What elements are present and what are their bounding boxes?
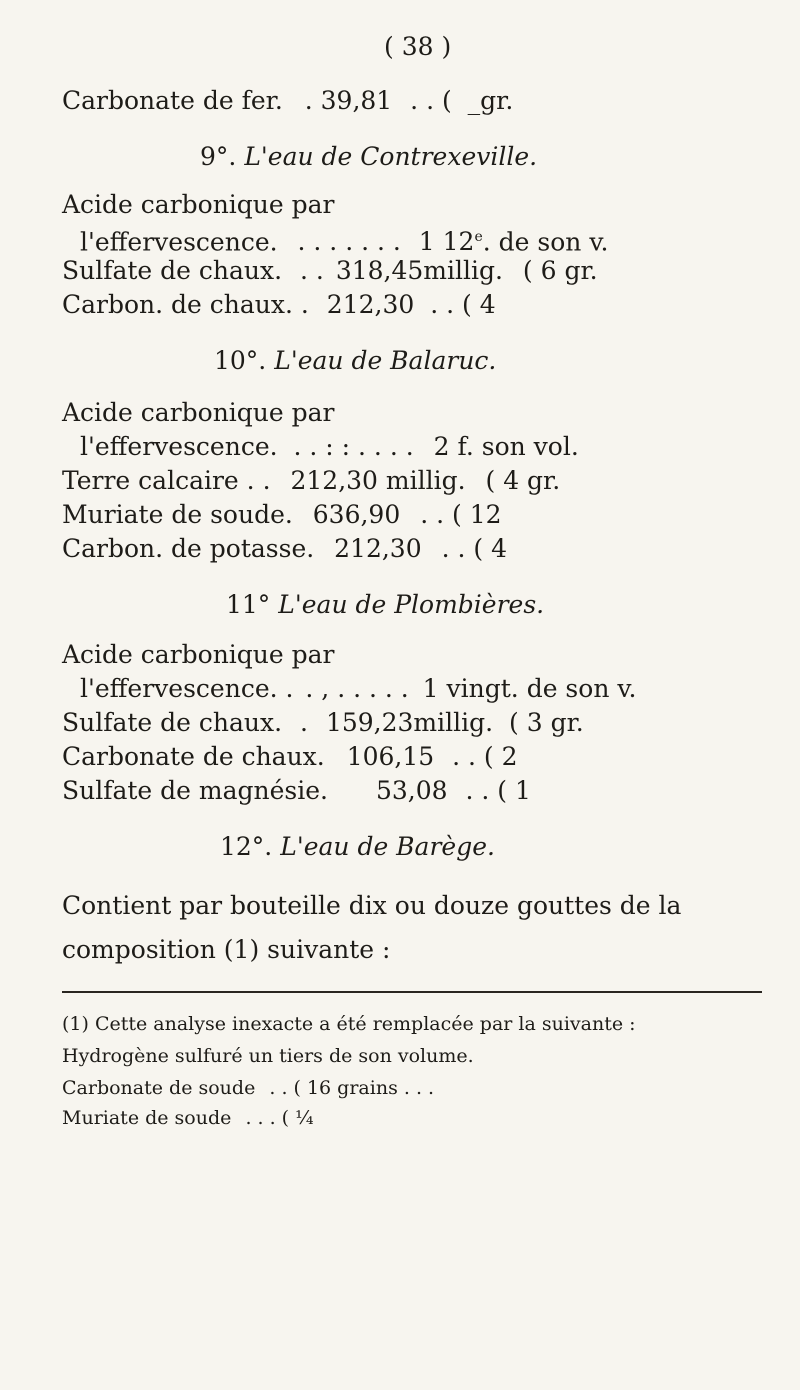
footnote-line-4 — [62, 1106, 314, 1130]
top-line — [62, 86, 513, 116]
section-9-heading — [200, 142, 537, 171]
s10-row-4-unit: . . ( 12 — [420, 500, 502, 529]
top-line-unit: _gr. — [467, 86, 514, 115]
s11-row-2-value: 1 vingt. de son v. — [422, 674, 637, 703]
s10-row-3-unit: ( 4 gr. — [485, 466, 561, 495]
s11-row-3-unit: ( 3 gr. — [509, 708, 584, 737]
s11-row-5 — [62, 776, 531, 806]
s10-row-2-label: l'effervescence. — [80, 432, 278, 461]
s10-row-4 — [62, 500, 502, 530]
s11-row-1 — [62, 640, 335, 670]
s10-row-2 — [80, 432, 579, 462]
footnote-line-3-rest: . . ( 16 grains . . . — [269, 1077, 435, 1099]
s10-row-4-value: 636,90 — [312, 500, 401, 529]
footnote-divider — [62, 991, 762, 993]
page-number: ( 38 ) — [384, 32, 452, 61]
section-10-number: 10°. — [214, 346, 267, 375]
s9-row-1 — [62, 190, 335, 220]
s10-row-5-unit: . . ( 4 — [441, 534, 507, 563]
s9-row-3 — [62, 256, 598, 286]
top-line-value: 39,81 — [320, 86, 393, 115]
s11-row-5-value: 53,08 — [375, 776, 448, 805]
footnote-line-4-rest: . . . ( ¼ — [245, 1107, 314, 1129]
top-line-label: Carbonate de fer. — [62, 86, 283, 115]
footnote-line-3-label: Carbonate de soude — [62, 1077, 256, 1099]
top-line-dots: . — [304, 86, 321, 115]
body-paragraph: Contient par bouteille dix ou douze gouttes de la composition (1) suivante : — [62, 891, 682, 964]
section-9-number: 9°. — [200, 142, 237, 171]
s10-row-3 — [62, 466, 560, 496]
s11-row-2 — [80, 674, 636, 704]
s9-row-2-dots: . . . . . . . — [297, 227, 401, 257]
s9-row-4-value: 212,30 — [326, 290, 415, 319]
s9-row-2-unit: . de son v. — [482, 227, 609, 257]
s11-row-3-value: 159,23millig. — [325, 708, 494, 737]
s11-row-3 — [62, 708, 584, 738]
s11-row-3-dots: . — [300, 708, 308, 737]
s11-row-4-unit: . . ( 2 — [452, 742, 518, 771]
s9-row-3-dots: . . — [300, 256, 324, 285]
s10-row-2-value: 2 f. son vol. — [433, 432, 579, 461]
s9-row-4 — [62, 290, 496, 320]
s11-row-5-unit: . . ( 1 — [465, 776, 531, 805]
footnote-line-3 — [62, 1076, 434, 1100]
s10-row-5 — [62, 534, 507, 564]
s10-row-5-label: Carbon. de potasse. — [62, 534, 315, 563]
footnote-line-4-label: Muriate de soude — [62, 1107, 232, 1129]
s10-row-1-label: Acide carbonique par — [62, 398, 335, 427]
s9-row-4-label: Carbon. de chaux. — [62, 290, 293, 319]
s10-row-3-dots: . — [262, 466, 271, 495]
s9-row-1-label: Acide carbonique par — [62, 190, 335, 219]
s10-row-1 — [62, 398, 335, 428]
s10-row-3-label: Terre calcaire . — [62, 466, 255, 495]
top-line-dots2: . . ( — [410, 86, 452, 115]
s9-row-2-label: l'effervescence. — [80, 227, 278, 257]
section-11-title: L'eau de Plombières. — [278, 590, 545, 619]
s11-row-4-label: Carbonate de chaux. — [62, 742, 325, 771]
s11-row-2-label: l'effervescence. . — [80, 674, 294, 703]
footnote-line-1: (1) Cette analyse inexacte a été remplacée par la suivante : — [62, 1013, 636, 1035]
s11-row-5-label: Sulfate de magnésie. — [62, 776, 328, 805]
s11-row-1-label: Acide carbonique par — [62, 640, 335, 669]
s11-row-2-dots: . , . . . . . — [305, 674, 409, 703]
s10-row-5-value: 212,30 — [334, 534, 422, 563]
s10-row-3-value: 212,30 millig. — [290, 466, 466, 495]
section-11-heading — [226, 590, 544, 619]
section-10-title: L'eau de Balaruc. — [274, 346, 497, 375]
footnote-line-2: Hydrogène sulfuré un tiers de son volume. — [62, 1045, 474, 1067]
s9-row-3-value: 318,45millig. — [335, 256, 503, 285]
s10-row-4-label: Muriate de soude. — [62, 500, 293, 529]
s11-row-4-value: 106,15 — [346, 742, 435, 771]
s10-row-2-dots: . . : : . . . . — [293, 432, 414, 461]
s9-row-4-dots: . — [300, 290, 309, 319]
section-9-title: L'eau de Contrexeville. — [244, 142, 538, 171]
section-10-heading — [214, 346, 496, 375]
section-12-heading — [220, 832, 495, 861]
section-12-number: 12°. — [220, 832, 273, 861]
s9-row-3-unit: ( 6 gr. — [522, 256, 598, 285]
s9-row-2-sup: e — [474, 229, 483, 245]
s11-row-4 — [62, 742, 518, 772]
section-12-title: L'eau de Barège. — [280, 832, 495, 861]
section-11-number: 11° — [226, 590, 271, 619]
s9-row-3-label: Sulfate de chaux. — [62, 256, 283, 285]
s9-row-2-value: 1 12 — [418, 227, 475, 257]
s9-row-4-unit: . . ( 4 — [430, 290, 496, 319]
s11-row-3-label: Sulfate de chaux. — [62, 708, 283, 737]
s9-row-2 — [80, 222, 608, 257]
